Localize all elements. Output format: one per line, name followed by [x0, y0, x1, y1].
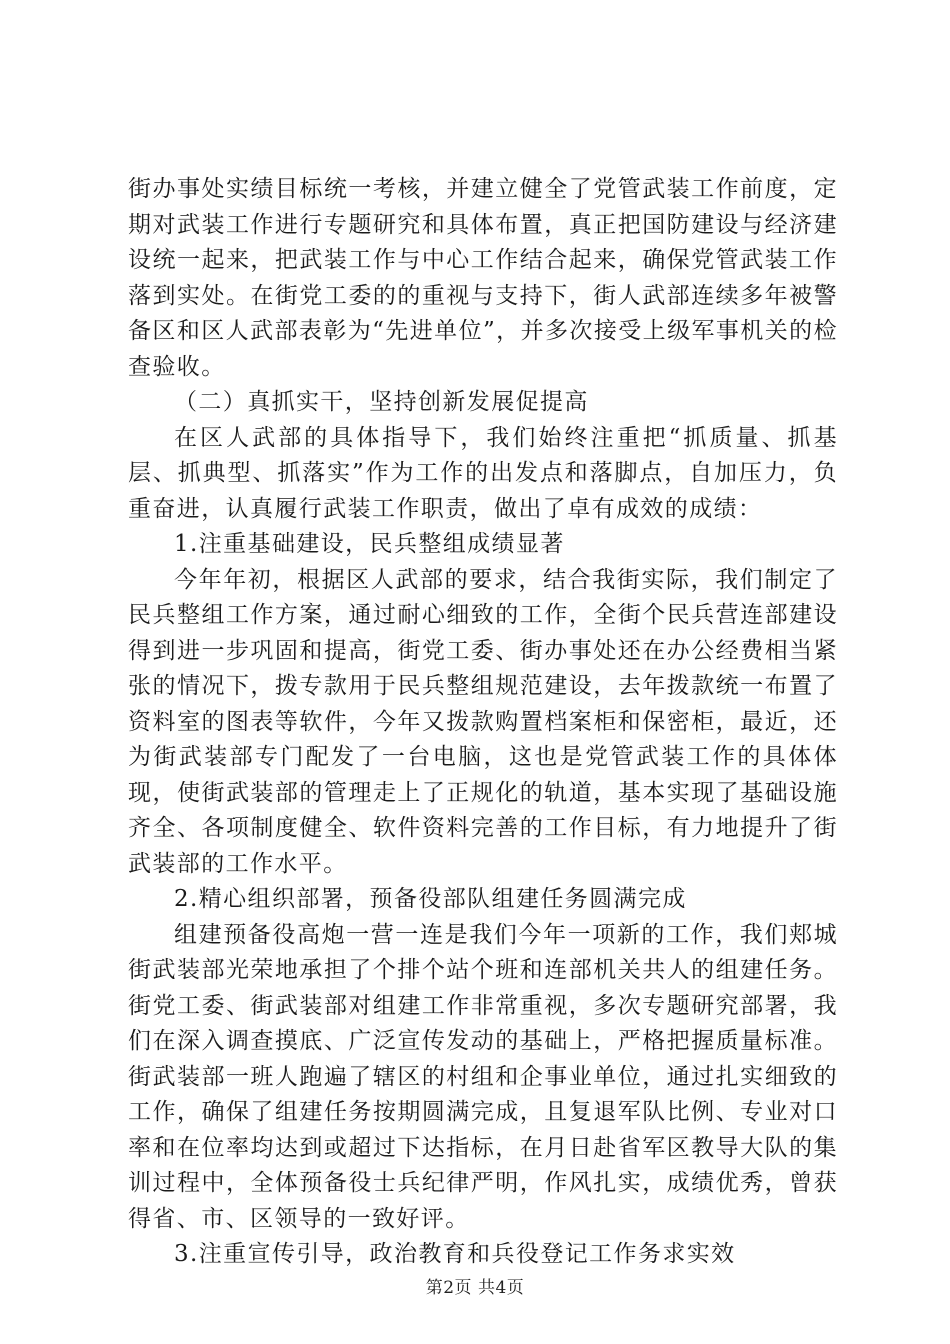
paragraph-2: 在区人武部的具体指导下，我们始终注重把“抓质量、抓基层、抓典型、抓落实”作为工作的出发点和落脚点，自加压力，负重奋进，认真履行武装工作职责，做出了卓有成效的成绩：: [128, 424, 838, 522]
paragraph-1: 街办事处实绩目标统一考核，并建立健全了党管武装工作前度，定期对武装工作进行专题研究和具体布置，真正把国防建设与经济建设统一起来，把武装工作与中心工作结合起来，确保党管武装工作落到实处。在街党工委的的重视与支持下，街人武部连续多年被警备区和区人武部表彰为“先进单位”，并多次接受上级军事机关的检查验收。: [128, 176, 838, 380]
document-body: [128, 172, 838, 1273]
section-heading-2: （二）真抓实干，坚持创新发展促提高: [174, 389, 589, 415]
page-number-footer: 第2页 共4页: [425, 1278, 525, 1298]
subsection-heading-3: 3.注重宣传引导，政治教育和兵役登记工作务求实效: [174, 1241, 736, 1267]
paragraph-4: 组建预备役高炮一营一连是我们今年一项新的工作，我们郏城街武装部光荣地承担了个排个站个班和连部机关共人的组建任务。街党工委、街武装部对组建工作非常重视，多次专题研究部署，我们在深入调查摸底、广泛宣传发动的基础上，严格把握质量标准。街武装部一班人跑遍了辖区的村组和企事业单位，通过扎实细致的工作，确保了组建任务按期圆满完成，且复退军队比例、专业对口率和在位率均达到或超过下达指标，在月日赴省军区教导大队的集训过程中，全体预备役士兵纪律严明，作风扎实，成绩优秀，曾获得省、市、区领导的一致好评。: [128, 921, 838, 1232]
paragraph-3: 今年年初，根据区人武部的要求，结合我街实际，我们制定了民兵整组工作方案，通过耐心细致的工作，全街个民兵营连部建设得到进一步巩固和提高，街党工委、街办事处还在办公经费相当紧张的情况下，拨专款用于民兵整组规范建设，去年拨款统一布置了资料室的图表等软件，今年又拨款购置档案柜和保密柜，最近，还为街武装部专门配发了一台电脑，这也是党管武装工作的具体体现，使街武装部的管理走上了正规化的轨道，基本实现了基础设施齐全、各项制度健全、软件资料完善的工作目标，有力地提升了街武装部的工作水平。: [128, 566, 838, 877]
subsection-heading-1: 1.注重基础建设，民兵整组成绩显著: [174, 531, 565, 557]
subsection-heading-2: 2.精心组织部署，预备役部队组建任务圆满完成: [174, 886, 687, 912]
